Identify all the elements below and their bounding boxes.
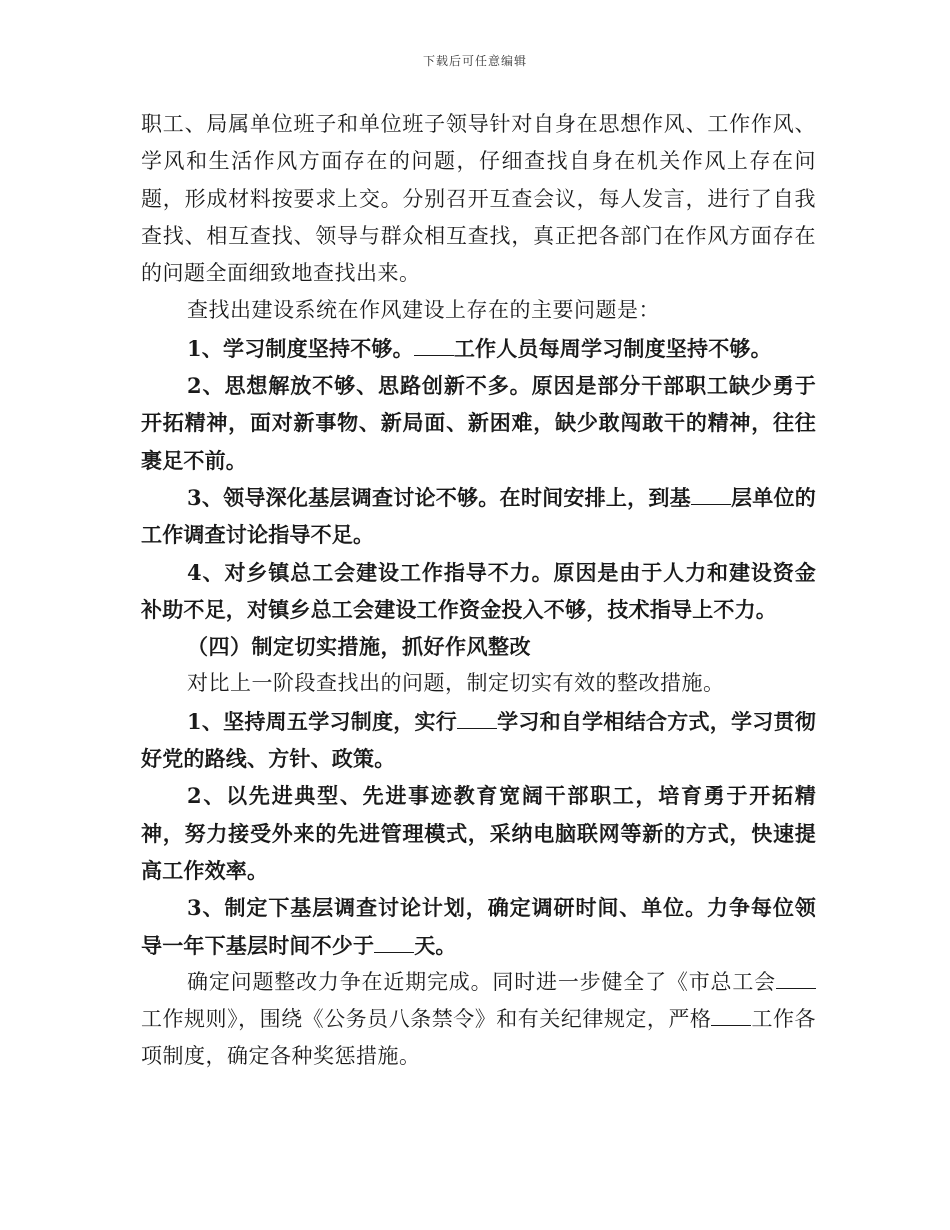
measure-item-3-part-a: 3、制定下基层调查讨论计划，确定调研时间、单位。力争每位领导一年下基层时间不少于 xyxy=(141,895,816,958)
blank-line xyxy=(776,970,816,989)
problem-item-3 xyxy=(141,479,816,554)
blank-line xyxy=(414,337,454,356)
measure-item-3-part-b: 天。 xyxy=(414,932,457,958)
measure-item-1 xyxy=(141,703,816,778)
blank-line xyxy=(711,1007,751,1026)
problem-item-1-part-a: 1、学习制度坚持不够。 xyxy=(187,335,414,361)
document-body xyxy=(141,106,816,1076)
measure-item-1-part-a: 1、坚持周五学习制度，实行 xyxy=(187,708,458,734)
paragraph-problems-lead: 查找出建设系统在作风建设上存在的主要问题是： xyxy=(187,298,660,323)
section-heading-4: （四）制定切实措施，抓好作风整改 xyxy=(187,634,531,660)
problem-item-1-part-b: 工作人员每周学习制度坚持不够。 xyxy=(453,335,772,361)
measure-item-2: 2、以先进典型、先进事迹教育宽阔干部职工，培育勇于开拓精神，努力接受外来的先进管理模式，采纳电脑联网等新的方式，快速提高工作效率。 xyxy=(141,783,816,883)
problem-item-3-part-a: 3、领导深化基层调查讨论不够。在时间安排上，到基 xyxy=(187,484,691,510)
problem-item-2: 2、思想解放不够、思路创新不多。原因是部分干部职工缺少勇于开拓精神，面对新事物、新局面、新困难，缺少敢闯敢干的精神，往往裹足不前。 xyxy=(141,373,816,473)
paragraph-measures-lead: 对比上一阶段查找出的问题，制定切实有效的整改措施。 xyxy=(187,671,725,696)
problem-item-1 xyxy=(141,330,816,367)
measure-item-3 xyxy=(141,889,816,964)
blank-line xyxy=(691,486,731,505)
conclusion-part-a: 确定问题整改力争在近期完成。同时进一步健全了《市总工会 xyxy=(187,969,776,994)
blank-line xyxy=(457,710,497,729)
conclusion-part-b: 工作规则》，围绕《公务员八条禁令》和有关纪律规定，严格 xyxy=(141,1007,712,1032)
problem-item-3-part-b: 层单位的工作调查讨论指导不足。 xyxy=(141,484,816,548)
problem-item-4: 4、对乡镇总工会建设工作指导不力。原因是由于人力和建设资金补助不足，对镇乡总工会建设工作资金投入不够，技术指导上不力。 xyxy=(141,559,816,622)
conclusion-part-c: 工作各项制度，确定各种奖惩措施。 xyxy=(141,1007,817,1069)
measure-item-1-part-b: 学习和自学相结合方式，学习贯彻好党的路线、方针、政策。 xyxy=(141,708,816,772)
paragraph-intro: 职工、局属单位班子和单位班子领导针对自身在思想作风、工作作风、学风和生活作风方面存在的问题，仔细查找自身在机关作风上存在问题，形成材料按要求上交。分别召开互查会议，每人发言，进行了自我查找、相互查找、领导与群众相互查找，真正把各部门在作风方面存在的问题全面细致地查找出来。 xyxy=(141,112,816,286)
paragraph-conclusion xyxy=(141,964,816,1076)
page-header-note: 下载后可任意编辑 xyxy=(422,54,527,68)
blank-line xyxy=(374,934,414,953)
